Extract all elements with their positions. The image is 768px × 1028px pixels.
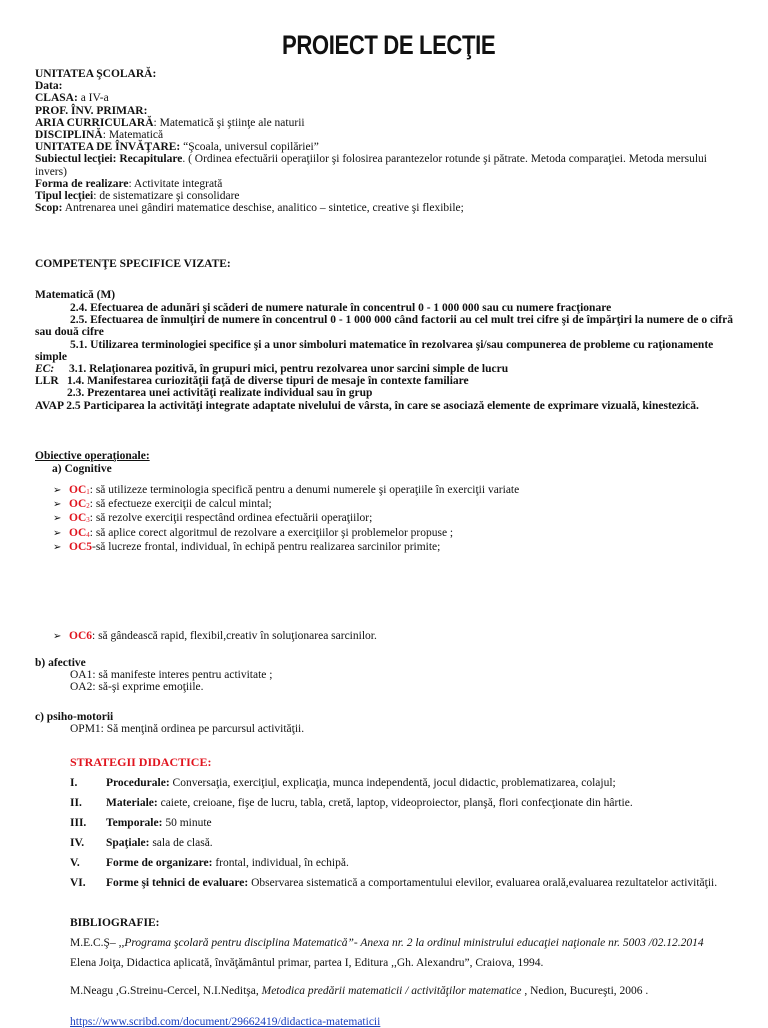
unitatea-label: UNITATEA ŞCOLARĂ:	[35, 68, 157, 80]
strategie-num: IV.	[70, 837, 85, 849]
prof-label: PROF. ÎNV. PRIMAR:	[35, 104, 148, 117]
obiective-heading: Obiective operaţionale:	[35, 450, 150, 462]
bib-ref-1-prefix: M.E.C.Ş–	[70, 937, 119, 949]
clasa-line	[35, 92, 735, 104]
strategii-heading: STRATEGII DIDACTICE:	[70, 755, 212, 769]
oc-sub: 3	[86, 516, 90, 525]
tipul-label: Tipul lecţiei	[35, 190, 94, 203]
strategie-text: caiete, creioane, fişe de lucru, tabla, cretă, laptop, videoproiector, planşă, flori confecţionate din hârtie.	[157, 797, 633, 809]
oc6-text: : să gândească rapid, flexibil,creativ în soluţionarea sarcinilor.	[92, 630, 377, 642]
oc-text: : să aplice corect algoritmul de rezolvare a exerciţiilor şi problemelor propuse ;	[89, 526, 454, 539]
strategie-text: Conversaţia, exerciţiul, explicaţia, munca independentă, jocul didactic, problematizarea, colajul;	[169, 777, 616, 789]
competenta-2-4: 2.4. Efectuarea de adunări şi scăderi de numere naturale în concentrul 0 - 1 000 000 sau cu numere fracţionare	[70, 302, 612, 314]
unit-value: “Şcoala, universul copilăriei”	[180, 141, 319, 154]
arrow-bullet-icon: ➢	[53, 527, 62, 539]
oc-text: : să rezolve exerciţii respectând ordinea efectuării operaţiilor;	[89, 512, 373, 525]
tipul-value: : de sistematizare şi consolidare	[93, 190, 240, 203]
bib-ref-3-title: Metodica predării matematicii / activităţilor matematice	[261, 985, 522, 997]
afective-label: b) afective	[35, 657, 86, 669]
oc-text: : să efectueze exerciţii de calcul mintal;	[89, 498, 272, 511]
oc-code: OC	[69, 526, 87, 539]
arrow-bullet-icon: ➢	[53, 513, 62, 525]
oc-item	[35, 541, 735, 554]
bib-ref-1-title: ,,Programa şcolară pentru disciplina Matematică”- Anexa nr. 2 la ordinul ministrului educaţiei naţionale nr. 5003 /02.12.2014	[118, 937, 704, 949]
oc-item	[35, 498, 735, 512]
oc-code: OC	[69, 484, 87, 496]
competenta-2-5: 2.5. Efectuarea de înmulţiri de numere în concentrul 0 - 1 000 000 când factorii au cel mult trei cifre şi de împărţiri la numere de o cifră sau două cifre	[35, 314, 733, 339]
oc6-code: OC6	[69, 630, 92, 642]
oc-code: OC5	[69, 540, 92, 553]
strategie-label: Spaţiale:	[106, 837, 150, 849]
ec-text: 3.1. Relaţionarea pozitivă, în grupuri mici, pentru rezolvarea unor sarcini simple de lucru	[69, 363, 509, 376]
avap-line: AVAP 2.5 Participarea la activităţi integrate adaptate nivelului de vârsta, în care se asociază elemente de exprimare vizuală, kinestezică.	[35, 399, 699, 412]
unit-line	[35, 141, 735, 153]
oa1: OA1: să manifeste interes pentru activitate ;	[70, 669, 273, 682]
scop-line	[35, 202, 735, 214]
strategie-text: sala de clasă.	[149, 837, 213, 849]
subiect-line	[35, 153, 735, 177]
arrow-bullet-icon: ➢	[53, 541, 62, 553]
oc-sub: 1	[86, 488, 90, 496]
competente-list	[35, 302, 735, 412]
strategie-row	[70, 837, 213, 849]
oc-code: OC	[69, 498, 87, 511]
forma-line	[35, 178, 735, 190]
psiho-section	[35, 711, 735, 735]
strategie-label: Temporale:	[106, 817, 163, 829]
aria-line	[35, 117, 735, 129]
bib-ref-3-suffix: , Nedion, Bucureşti, 2006 .	[521, 985, 649, 997]
header-section	[35, 68, 735, 214]
strategie-num: V.	[70, 857, 80, 869]
strategie-row	[70, 857, 349, 869]
disc-label: DISCIPLINĂ	[35, 129, 103, 142]
aria-value: : Matematică şi ştiinţe ale naturii	[153, 116, 305, 129]
strategie-num: VI.	[70, 877, 86, 889]
data-label: Data:	[35, 80, 63, 93]
document-title: PROIECT DE LECŢIE	[282, 30, 496, 60]
oc-list	[35, 484, 735, 554]
oc-sub: 4	[86, 530, 90, 539]
oc-item	[35, 527, 735, 541]
opm1: OPM1: Să menţină ordinea pe parcursul activităţii.	[70, 723, 305, 736]
strategie-text: frontal, individual, în echipă.	[212, 857, 349, 869]
disc-line	[35, 129, 735, 141]
bib-ref-3-prefix: M.Neagu ,G.Streinu-Cercel, N.I.Neditşa,	[70, 985, 262, 997]
forma-value: : Activitate integrată	[128, 177, 223, 190]
strategie-row	[70, 877, 717, 889]
bib-ref-3	[70, 985, 648, 997]
afective-section	[35, 657, 735, 694]
strategie-row	[70, 797, 633, 809]
subiect-value: . ( Ordinea efectuării operaţiilor şi folosirea parantezelor rotunde şi pătrate. Metoda comparaţiei. Metoda mersului invers)	[35, 153, 707, 178]
strategie-text: Observarea sistematică a comportamentului elevilor, evaluarea orală,evaluarea rezultatelor activităţii.	[248, 877, 718, 889]
aria-label: ARIA CURRICULARĂ	[35, 116, 154, 129]
oc-item	[35, 484, 735, 498]
strategie-label: Forme şi tehnici de evaluare:	[106, 877, 249, 889]
competenta-5-1: 5.1. Utilizarea terminologiei specifice şi a unor simboluri matematice în rezolvarea şi/sau compunerea de probleme cu raţionamente simple	[35, 338, 714, 363]
oc-item	[35, 512, 735, 526]
subiect-label: Subiectul lecţiei: Recapitulare	[35, 153, 183, 166]
bibliografie-heading: BIBLIOGRAFIE:	[70, 917, 160, 929]
competente-heading: COMPETENŢE SPECIFICE VIZATE:	[35, 258, 231, 270]
oa2: OA2: să-şi exprime emoţiile.	[70, 681, 204, 694]
oc6-item	[35, 630, 735, 643]
oc-text: : să utilizeze terminologia specifică pentru a denumi numerele şi operaţiile în exerciţii variate	[89, 484, 520, 496]
strategie-num: II.	[70, 797, 82, 809]
scop-label: Scop:	[35, 202, 63, 215]
tipul-line	[35, 190, 735, 202]
strategie-row	[70, 777, 616, 789]
psiho-label: c) psiho-motorii	[35, 711, 114, 723]
unit-label: UNITATEA DE ÎNVĂŢARE:	[35, 141, 181, 154]
forma-label: Forma de realizare	[35, 177, 129, 190]
disc-value: : Matematică	[102, 129, 164, 142]
ec-line	[35, 363, 735, 375]
arrow-bullet-icon: ➢	[53, 631, 62, 642]
strategie-label: Materiale:	[106, 797, 158, 809]
llr-line-2: 2.3. Prezentarea unei activităţi realizate individual sau în grup	[67, 387, 373, 400]
bib-link[interactable]: https://www.scribd.com/document/29662419/didactica-matematicii	[70, 1016, 381, 1028]
strategie-row	[70, 817, 212, 829]
arrow-bullet-icon: ➢	[53, 499, 62, 511]
strategie-num: III.	[70, 817, 87, 829]
scop-value: Antrenarea unei gândiri matematice deschise, analitico – sintetice, creative şi flexibile;	[62, 202, 464, 215]
oc-code: OC	[69, 512, 87, 525]
strategie-label: Procedurale:	[106, 777, 170, 789]
strategie-text: 50 minute	[162, 817, 212, 829]
llr-text: 1.4. Manifestarea curiozităţii faţă de diverse tipuri de mesaje în contexte familiare	[67, 375, 469, 388]
bib-ref-2: Elena Joiţa, Didactica aplicată, învăţământul primar, partea I, Editura ,,Gh. Alexandru”, Craiova, 1994.	[70, 957, 544, 969]
cognitive-label: a) Cognitive	[52, 463, 112, 475]
clasa-label: CLASA:	[35, 92, 78, 105]
oc-sub: 2	[86, 502, 90, 511]
ec-label: EC:	[35, 363, 55, 376]
oc-text: -să lucreze frontal, individual, în echipă pentru realizarea sarcinilor primite;	[92, 540, 441, 553]
arrow-bullet-icon: ➢	[53, 485, 62, 496]
llr-line	[35, 375, 735, 387]
clasa-value: a IV-a	[80, 92, 109, 105]
llr-label: LLR	[35, 375, 59, 388]
strategie-label: Forme de organizare:	[106, 857, 213, 869]
bib-ref-1	[70, 937, 704, 949]
strategie-num: I.	[70, 777, 78, 789]
matematica-subject: Matematică (M)	[35, 289, 116, 301]
